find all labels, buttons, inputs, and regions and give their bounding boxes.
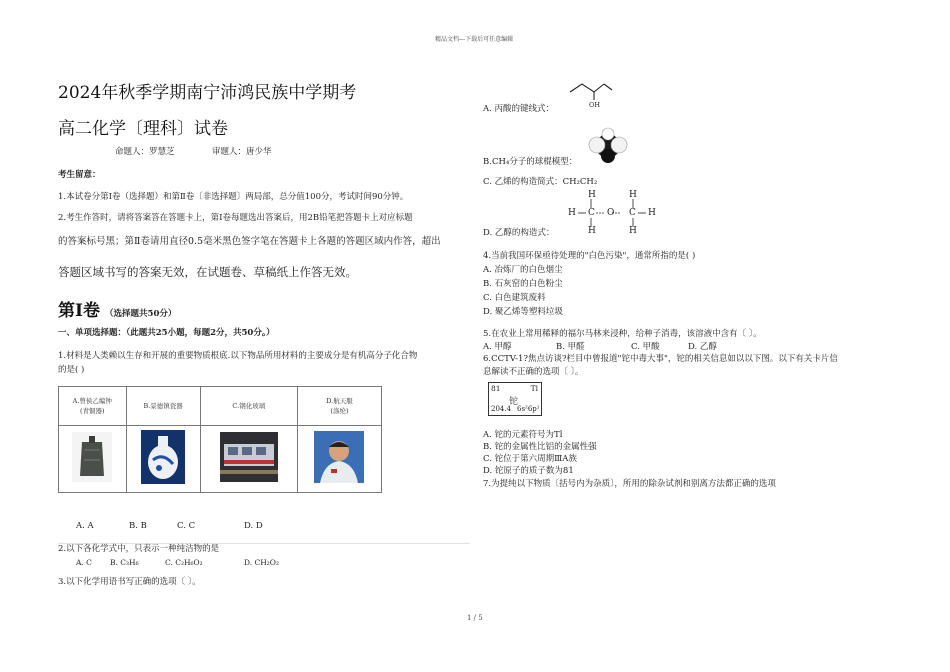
- cell-a-sub: (青铜器): [79, 407, 105, 415]
- reviewer: 审题人：唐少华: [212, 147, 272, 157]
- ethanol-c1: C: [588, 208, 595, 218]
- section-heading: [58, 296, 176, 321]
- ethanol-h-right: H: [648, 208, 656, 218]
- right-option-b: B.CH₄分子的球棍模型：: [483, 157, 578, 167]
- q4-option-d: D. 聚乙烯等塑料垃圾: [483, 307, 563, 317]
- right-option-a: A. 丙酸的键线式：: [483, 104, 555, 114]
- material-cell-c: [200, 387, 297, 426]
- q6-option-d: D. 铊原子的质子数为81: [483, 466, 574, 476]
- material-table: [58, 386, 382, 493]
- q4-option-a: A. 冶炼厂的白色烟尘: [483, 265, 563, 275]
- exam-title-line2: 高二化学〔理科〕试卷: [58, 119, 228, 139]
- notice-item-2: 2.考生作答时，请将答案答在答题卡上，第Ⅰ卷每题选出答案后，用2B铅笔把答题卡上对应标题: [58, 213, 413, 223]
- cell-b-label: B.景德镇瓷器: [143, 402, 183, 410]
- q2-option-b: B. C₃H₆: [110, 558, 139, 567]
- element-number: 81: [491, 384, 501, 393]
- q4-text: 4.当前我国环保亟待处理的"白色污染"，通常所指的是( ): [483, 251, 696, 261]
- material-cell-b: [126, 387, 200, 426]
- methane-ball-stick-model: [586, 126, 630, 164]
- element-symbol: Tl: [530, 384, 538, 393]
- material-cell-a: [59, 387, 127, 426]
- element-card-thallium: [488, 382, 542, 416]
- q5-option-b: B. 甲醛: [556, 342, 585, 352]
- q1-text-line2: 的是( ): [58, 365, 85, 375]
- q2-option-a: A. C: [76, 558, 92, 567]
- q5-option-c: C. 甲酸: [631, 342, 660, 352]
- q4-option-c: C. 白色建筑废料: [483, 293, 546, 303]
- porcelain-vase-image: [141, 430, 185, 484]
- cell-a-label: A.曾侯乙编钟: [72, 397, 112, 405]
- right-option-c: C. 乙烯的构造简式：CH₂CH₂: [483, 177, 598, 187]
- q5-option-a: A. 甲醇: [483, 342, 512, 352]
- notice-item-2c: 答题区域书写的答案无效，在试题卷、草稿纸上作答无效。: [58, 265, 357, 279]
- q6-text-line1: 6.CCTV-1?焦点访谈?栏目中曾报道"铊中毒大事"，铊的相关信息如以以下图。以下有关卡片信: [483, 354, 838, 364]
- q1-option-d: D. D: [244, 521, 263, 531]
- right-option-d: D. 乙醇的构造式：: [483, 228, 555, 238]
- ethanol-c2: C: [629, 208, 636, 218]
- q1-option-c: C. C: [177, 521, 196, 531]
- q2-option-d: D. CH₂O₂: [244, 558, 279, 567]
- section-name: 第Ⅰ卷: [58, 301, 100, 321]
- q2-text: 2.以下各化学式中，只表示一种纯洁物的是: [58, 544, 220, 554]
- q6-option-b: B. 铊的金属性比铝的金属性强: [483, 442, 597, 452]
- q6-option-a: A. 铊的元素符号为Tl: [483, 430, 563, 440]
- exam-title-line1: 2024年秋季学期南宁沛鸿民族中学期考: [58, 83, 357, 103]
- ethanol-h-bot1: H: [588, 226, 596, 236]
- q2-option-c: C. C₂H₆O₂: [165, 558, 203, 567]
- ethanol-h-bot2: H: [629, 226, 637, 236]
- q5-option-d: D. 乙醇: [688, 342, 717, 352]
- element-name: 铊: [509, 397, 519, 407]
- material-cell-d: [297, 387, 381, 426]
- ethanol-o: O: [607, 208, 615, 218]
- cell-d-sub: (涤纶): [330, 407, 349, 415]
- ethanol-h-top2: H: [629, 190, 637, 200]
- part-heading: 一、单项选择题：（此题共25小题，每题2分，共50分。）: [58, 328, 275, 338]
- bronze-bell-image: [72, 432, 112, 482]
- notice-item-1: 1.本试卷分第Ⅰ卷（选择题）和第Ⅱ卷〔非选择题〕两局部，总分值100分，考试时间90分钟。: [58, 192, 409, 202]
- cell-d-label: D.航天服: [326, 397, 353, 405]
- q3-text: 3.以下化学用语书写正确的选项〔 〕。: [58, 577, 201, 587]
- cell-c-label: C.钢化玻璃: [232, 402, 266, 410]
- q4-option-b: B. 石灰窑的白色粉尘: [483, 279, 563, 289]
- notice-item-2b: 的答案标号黑；第Ⅱ卷请用直径0.5毫米黑色签字笔在答题卡上各题的答题区域内作答，超出: [58, 236, 441, 247]
- element-mass: 204.4: [491, 405, 512, 413]
- ethanol-h-top1: H: [588, 190, 596, 200]
- section-note: （选择题共50分）: [105, 309, 177, 319]
- q5-text: 5.在农业上常用稀释的福尔马林来浸种，给种子消毒，该溶液中含有〔 〕。: [483, 329, 762, 339]
- train-glass-image: [220, 432, 278, 482]
- propanoic-acid-oh: OH: [589, 101, 600, 109]
- q6-option-c: C. 铊位于第六周期ⅢA族: [483, 454, 577, 464]
- ethanol-h-left: H: [568, 208, 576, 218]
- notice-heading: 考生留意：: [58, 170, 101, 180]
- q1-option-a: A. A: [76, 521, 94, 531]
- page-number: 1 / 5: [467, 614, 483, 622]
- proposer: 命题人：罗慧芝: [115, 147, 175, 157]
- astronaut-image: [314, 431, 364, 483]
- header-note: 精品文档---下载后可任意编辑: [435, 36, 514, 43]
- q7-text: 7.为提纯以下物质〔括号内为杂质〕，所用的除杂试剂和别离方法都正确的选项: [483, 479, 776, 489]
- q1-option-b: B. B: [129, 521, 147, 531]
- q6-text-line2: 息解读不正确的选项〔 〕。: [483, 367, 584, 377]
- element-config: 6s²6p¹: [517, 405, 540, 413]
- q1-text-line1: 1.材料是人类赖以生存和开展的重要物质根底.以下物品所用材料的主要成分是有机高分子化合物: [58, 351, 418, 361]
